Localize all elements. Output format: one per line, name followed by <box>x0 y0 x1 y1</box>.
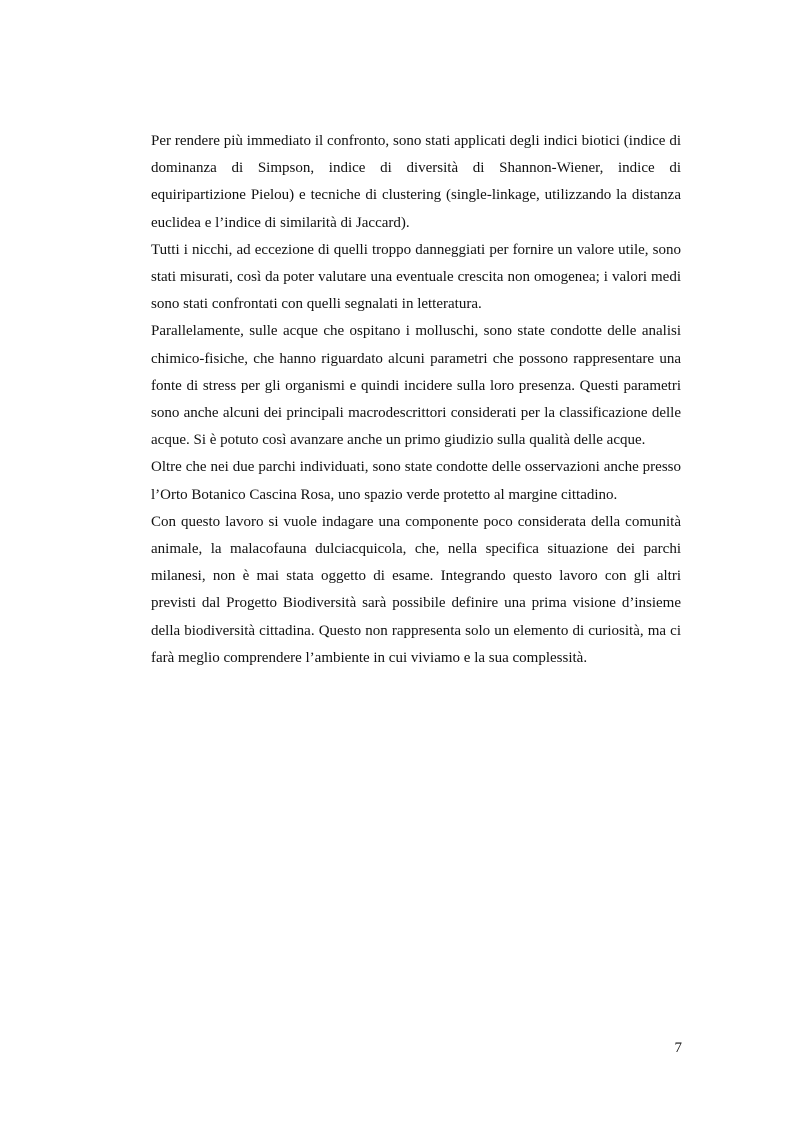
paragraph-shells: Tutti i nicchi, ad eccezione di quelli troppo danneggiati per fornire un valore utile, sono stati misurati, così da poter valutare una eventuale crescita non omogenea; i valori medi sono stati confrontati con quelli segnalati in letteratura. <box>151 241 681 313</box>
paragraph-water-analysis: Parallelamente, sulle acque che ospitano i molluschi, sono state condotte delle analisi chimico-fisiche, che hanno riguardato alcuni parametri che possono rappresentare una fonte di stress per gli organismi e quindi incidere sulla loro presenza. Questi parametri sono anche alcuni dei principali macrodescrittori considerati per la classificazione delle acque. Si è potuto così avanzare anche un primo giudizio sulla qualità delle acque. <box>151 323 681 449</box>
body-text <box>151 128 681 672</box>
paragraph-indices: Per rendere più immediato il confronto, sono stati applicati degli indici biotici (indice di dominanza di Simpson, indice di diversità di Shannon-Wiener, indice di equiripartizione Pielou) e tecniche di clustering (single-linkage, utilizzando la distanza euclidea e l’indice di similarità di Jaccard). <box>151 133 681 231</box>
page-number: 7 <box>674 1040 682 1056</box>
paragraph-botanical-garden: Oltre che nei due parchi individuati, sono state condotte delle osservazioni anche presso l’Orto Botanico Cascina Rosa, uno spazio verde protetto al margine cittadino. <box>151 459 681 503</box>
paragraph-conclusion: Con questo lavoro si vuole indagare una componente poco considerata della comunità animale, la malacofauna dulciacquicola, che, nella specifica situazione dei parchi milanesi, non è mai stata oggetto di esame. Integrando questo lavoro con gli altri previsti dal Progetto Biodiversità sarà possibile definire una prima visione d’insieme della biodiversità cittadina. Questo non rappresenta solo un elemento di curiosità, ma ci farà meglio comprendere l’ambiente in cui viviamo e la sua complessità. <box>151 513 681 666</box>
